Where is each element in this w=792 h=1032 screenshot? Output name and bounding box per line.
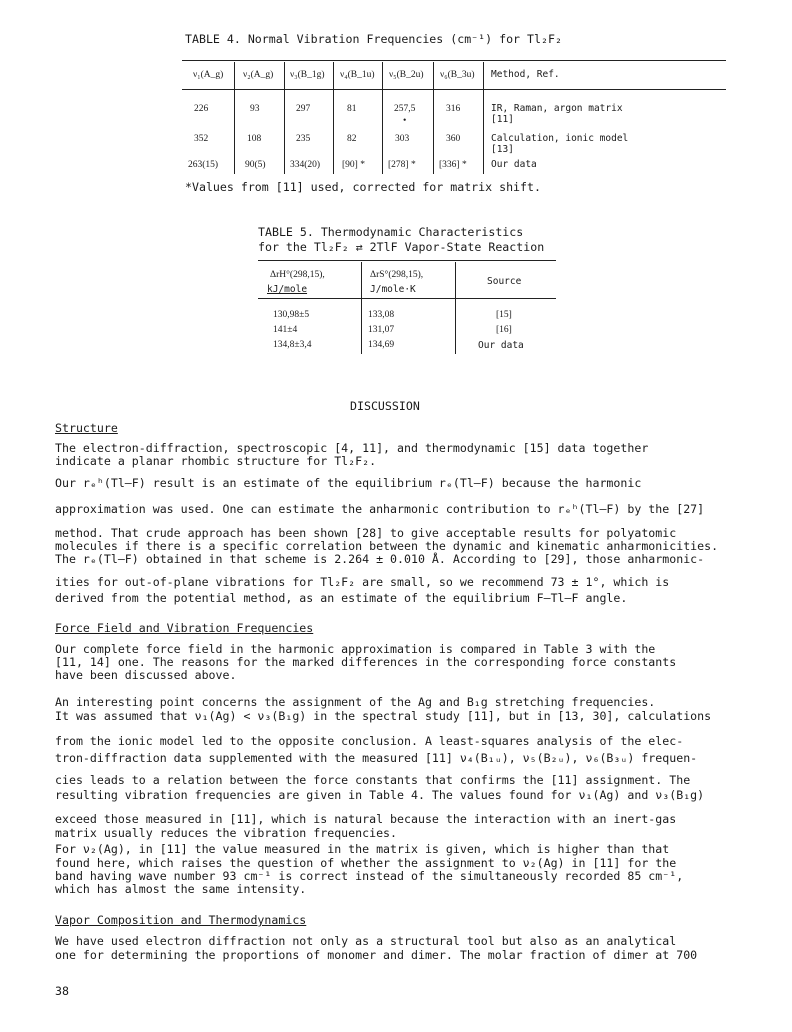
table5-header-unit: kJ/mole bbox=[267, 284, 308, 295]
table-cell: • bbox=[403, 116, 407, 126]
table-cell: 226 bbox=[194, 104, 209, 114]
table4-header: ν₂(A_g) bbox=[243, 70, 274, 80]
table-cell: [278] * bbox=[388, 160, 416, 170]
table-cell: IR, Raman, argon matrix bbox=[491, 103, 623, 114]
body-line: [11, 14] one. The reasons for the marked differences in the corresponding force constants bbox=[55, 655, 677, 669]
body-line: ities for out-of-plane vibrations for Tl₂F₂ are small, so we recommend 73 ± 1°, which is bbox=[55, 575, 670, 589]
table4-header: Method, Ref. bbox=[491, 69, 560, 80]
body-line: The rₑ(Tl–F) obtained in that scheme is 2.264 ± 0.010 Å. According to [29], those anharmonic- bbox=[55, 552, 705, 566]
table-cell: 303 bbox=[395, 134, 410, 144]
table-cell: 352 bbox=[194, 134, 209, 144]
body-line: Our rₑʰ(Tl–F) result is an estimate of the equilibrium rₑ(Tl–F) because the harmonic bbox=[55, 476, 642, 490]
table-cell: 81 bbox=[347, 104, 357, 114]
body-line: indicate a planar rhombic structure for Tl₂F₂. bbox=[55, 454, 377, 468]
table4-col-sep bbox=[234, 62, 235, 174]
table4-header-rule bbox=[182, 89, 726, 90]
table-cell: 82 bbox=[347, 134, 357, 144]
body-line: cies leads to a relation between the force constants that confirms the [11] assignment. The bbox=[55, 773, 691, 787]
body-line: molecules if there is a specific correlation between the dynamic and kinematic anharmonicities. bbox=[55, 539, 719, 553]
table-cell: 297 bbox=[296, 104, 311, 114]
table5-header: Source bbox=[487, 276, 522, 287]
table-cell: Our data bbox=[478, 340, 524, 351]
body-line: The electron-diffraction, spectroscopic [4, 11], and thermodynamic [15] data together bbox=[55, 441, 649, 455]
table-cell: [336] * bbox=[439, 160, 467, 170]
subsection-heading: Vapor Composition and Thermodynamics bbox=[55, 913, 307, 927]
table4-header: ν₁(A_g) bbox=[193, 70, 224, 80]
subsection-heading: Structure bbox=[55, 421, 118, 435]
table4-header: ν₄(B_1u) bbox=[340, 70, 375, 80]
table-cell: Calculation, ionic model bbox=[491, 133, 629, 144]
table4-col-sep bbox=[433, 62, 434, 174]
table-cell: 257,5 bbox=[394, 104, 416, 114]
table5-header: ΔrH°(298,15), bbox=[270, 270, 325, 280]
table5-header-rule bbox=[258, 298, 556, 299]
body-line: exceed those measured in [11], which is natural because the interaction with an inert-gas bbox=[55, 812, 677, 826]
body-line: resulting vibration frequencies are given in Table 4. The values found for ν₁(Ag) and ν₃(B₁g) bbox=[55, 788, 705, 802]
table4-caption: TABLE 4. Normal Vibration Frequencies (cm⁻¹) for Tl₂F₂ bbox=[185, 32, 562, 46]
body-line: matrix usually reduces the vibration frequencies. bbox=[55, 826, 398, 840]
table-cell: 360 bbox=[446, 134, 461, 144]
table5-col-sep bbox=[455, 262, 456, 354]
table4-col-sep bbox=[483, 62, 484, 174]
table-cell: 316 bbox=[446, 104, 461, 114]
table-cell: [13] bbox=[491, 144, 514, 155]
table-cell: 141±4 bbox=[273, 325, 298, 335]
table4-header: ν₃(B_1g) bbox=[290, 70, 325, 80]
table-cell: Our data bbox=[491, 159, 537, 170]
table-cell: 235 bbox=[296, 134, 311, 144]
body-line: from the ionic model led to the opposite conclusion. A least-squares analysis of the elec- bbox=[55, 734, 684, 748]
table5-header: ΔrS°(298,15), bbox=[370, 270, 424, 280]
table-cell: 93 bbox=[250, 104, 260, 114]
body-line: which has almost the same intensity. bbox=[55, 882, 307, 896]
body-line: approximation was used. One can estimate the anharmonic contribution to rₑʰ(Tl–F) by the [27] bbox=[55, 502, 705, 516]
table-cell: 263(15) bbox=[188, 160, 219, 170]
table-cell: 130,98±5 bbox=[273, 310, 310, 320]
table-cell: 108 bbox=[247, 134, 262, 144]
body-line: found here, which raises the question of whether the assignment to ν₂(Ag) in [11] for the bbox=[55, 856, 677, 870]
body-line: It was assumed that ν₁(Ag) < ν₃(B₁g) in the spectral study [11], but in [13, 30], calculations bbox=[55, 709, 712, 723]
table5-top-rule bbox=[258, 260, 556, 261]
table4-footnote: *Values from [11] used, corrected for matrix shift. bbox=[185, 180, 541, 194]
body-line: tron-diffraction data supplemented with the measured [11] ν₄(B₁ᵤ), ν₅(B₂ᵤ), ν₆(B₃ᵤ) frequen- bbox=[55, 751, 698, 765]
table-cell: 90(5) bbox=[245, 160, 266, 170]
table4-header: ν₅(B_2u) bbox=[389, 70, 424, 80]
section-heading: DISCUSSION bbox=[350, 399, 420, 413]
table4-top-rule bbox=[182, 60, 726, 61]
table-cell: [16] bbox=[496, 325, 512, 335]
table-cell: [90] * bbox=[342, 160, 365, 170]
body-line: derived from the potential method, as an estimate of the equilibrium F–Tl–F angle. bbox=[55, 591, 628, 605]
table4-col-sep bbox=[382, 62, 383, 174]
page-number: 38 bbox=[55, 984, 69, 998]
table-cell: 334(20) bbox=[290, 160, 321, 170]
table5-header-unit: J/mole·K bbox=[370, 284, 416, 295]
table-cell: 134,69 bbox=[368, 340, 395, 350]
table4-col-sep bbox=[284, 62, 285, 174]
body-line: have been discussed above. bbox=[55, 668, 237, 682]
table-cell: [11] bbox=[491, 114, 514, 125]
table5-col-sep bbox=[361, 262, 362, 354]
body-line: method. That crude approach has been shown [28] to give acceptable results for polyatomic bbox=[55, 526, 677, 540]
table-cell: 131,07 bbox=[368, 325, 395, 335]
body-line: An interesting point concerns the assignment of the Ag and B₁g stretching frequencies. bbox=[55, 695, 656, 709]
table-cell: [15] bbox=[496, 310, 512, 320]
table5-caption-line2: for the Tl₂F₂ ⇄ 2TlF Vapor-State Reaction bbox=[258, 240, 545, 254]
body-line: Our complete force field in the harmonic approximation is compared in Table 3 with the bbox=[55, 642, 656, 656]
body-line: We have used electron diffraction not only as a structural tool but also as an analytical bbox=[55, 934, 677, 948]
subsection-heading: Force Field and Vibration Frequencies bbox=[55, 621, 314, 635]
table4-header: ν₆(B_3u) bbox=[440, 70, 475, 80]
body-line: one for determining the proportions of monomer and dimer. The molar fraction of dimer at 700 bbox=[55, 948, 698, 962]
table5-caption-line1: TABLE 5. Thermodynamic Characteristics bbox=[258, 225, 524, 239]
table-cell: 133,08 bbox=[368, 310, 395, 320]
body-line: band having wave number 93 cm⁻¹ is correct instead of the simultaneously recorded 85 cm⁻¹, bbox=[55, 869, 684, 883]
table4-col-sep bbox=[333, 62, 334, 174]
table-cell: 134,8±3,4 bbox=[273, 340, 312, 350]
body-line: For ν₂(Ag), in [11] the value measured in the matrix is given, which is higher than that bbox=[55, 842, 670, 856]
